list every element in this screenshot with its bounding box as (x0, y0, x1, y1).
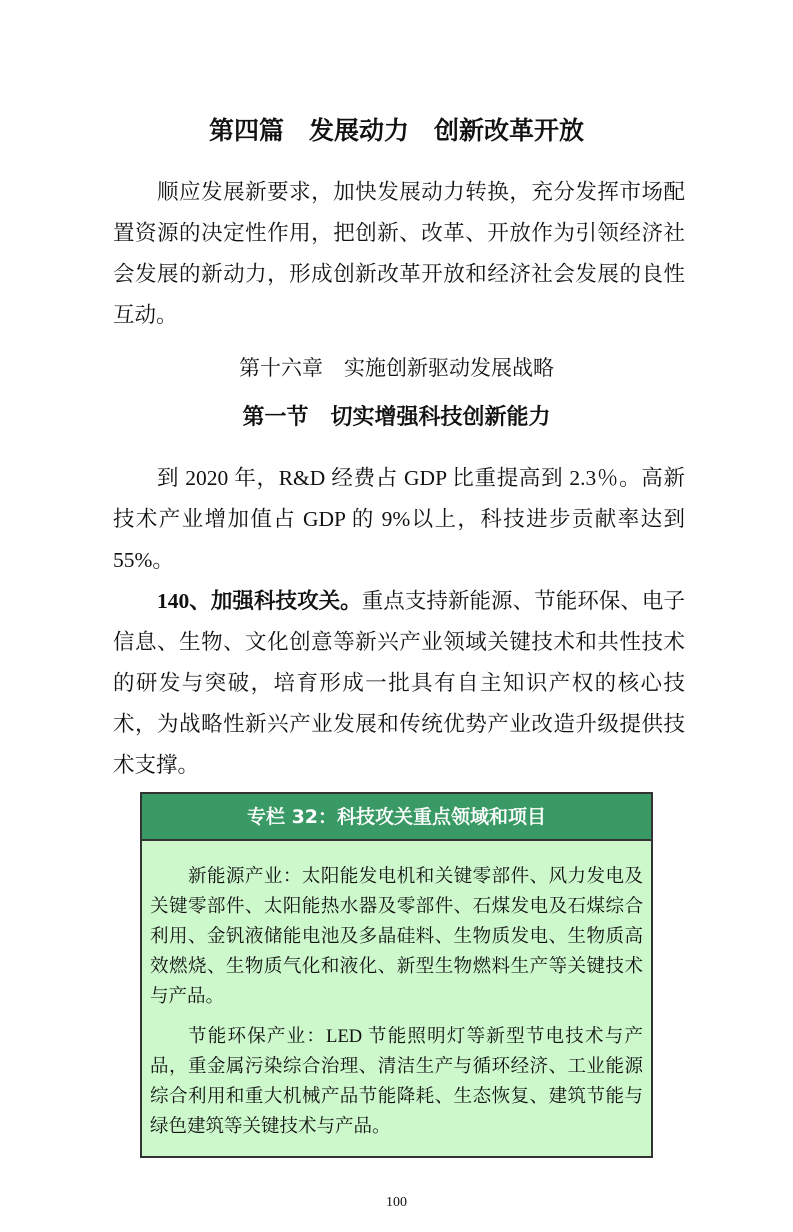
chapter-title: 第十六章 实施创新驱动发展战略 (239, 356, 554, 380)
section-title: 第一节 切实增强科技创新能力 (242, 404, 551, 429)
sidebar-entry (150, 1022, 643, 1142)
item-140-text: 重点支持新能源、节能环保、电子信息、生物、文化创意等新兴产业领域关键技术和共性技术的研发与突破，培育形成一批具有自主知识产权的核心技术，为战略性新兴产业发展和传统优势产业改造升级提供技术支撑。 (113, 589, 685, 777)
sidebar-entry-text: 太阳能发电机和关键零部件、风力发电及关键零部件、太阳能热水器及零部件、石煤发电及石煤综合利用、金钒液储能电池及多晶硅料、生物质发电、生物质高效燃烧、生物质气化和液化、新型生物燃料生产等关键技术与产品。 (150, 867, 643, 1007)
item-140-heading: 140、加强科技攻关。 (157, 589, 362, 613)
page-number: 100 (386, 1195, 407, 1210)
sidebar-box (140, 792, 653, 1158)
sidebar-box-title: 专栏 32：科技攻关重点领域和项目 (142, 794, 651, 841)
sidebar-entry-label: 新能源产业： (188, 866, 302, 887)
sidebar-entry (150, 862, 643, 1012)
sidebar-entry-text: LED 节能照明灯等新型节电技术与产品，重金属污染综合治理、清洁生产与循环经济、工业能源综合利用和重大机械产品节能降耗、生态恢复、建筑节能与绿色建筑等关键技术与产品。 (150, 1027, 643, 1137)
item-140-paragraph (113, 581, 685, 786)
intro-paragraph: 顺应发展新要求，加快发展动力转换，充分发挥市场配置资源的决定性作用，把创新、改革、开放作为引领经济社会发展的新动力，形成创新改革开放和经济社会发展的良性互动。 (113, 180, 685, 327)
part-title: 第四篇 发展动力 创新改革开放 (208, 118, 584, 145)
target-paragraph: 到 2020 年，R&D 经费占 GDP 比重提高到 2.3％。高新技术产业增加值占 GDP 的 9%以上，科技进步贡献率达到 55%。 (113, 466, 685, 572)
sidebar-entry-label: 节能环保产业： (188, 1026, 327, 1047)
